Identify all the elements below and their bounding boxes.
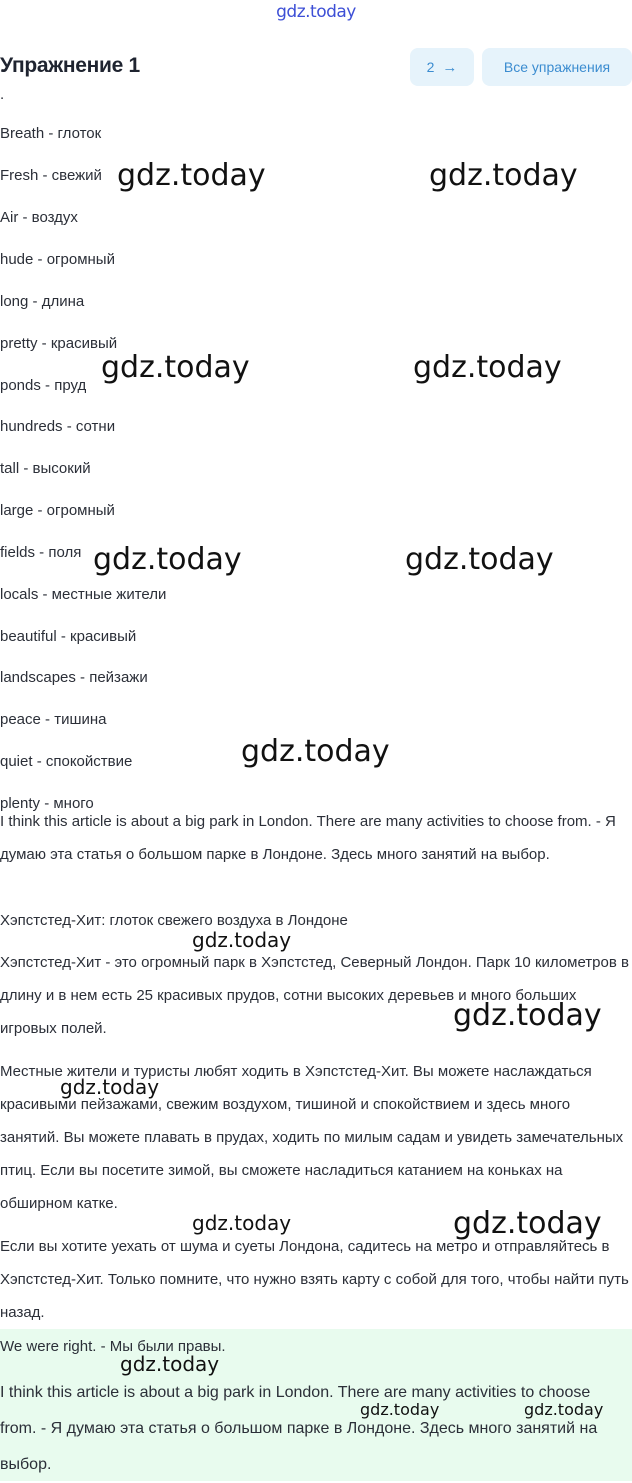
- text-heading: Хэпстстед-Хит: глоток свежего воздуха в Лондоне: [0, 912, 348, 929]
- vocab-item: plenty - много: [0, 795, 94, 812]
- site-logo[interactable]: gdz.today: [276, 2, 356, 22]
- watermark: gdz.today: [453, 1206, 602, 1241]
- vocab-item: hundreds - сотни: [0, 418, 116, 435]
- vocab-item: long - длина: [0, 293, 85, 310]
- watermark: gdz.today: [101, 350, 250, 385]
- vocab-item: Fresh - свежий: [0, 167, 102, 184]
- vocab-item: Air - воздух: [0, 209, 78, 226]
- vocabulary-list: [0, 86, 632, 812]
- vocab-item: landscapes - пейзажи: [0, 669, 148, 686]
- vocab-item: locals - местные жители: [0, 586, 167, 603]
- watermark: gdz.today: [413, 350, 562, 385]
- page-title: Упражнение 1: [0, 54, 140, 77]
- vocab-item: ponds - пруд: [0, 377, 87, 394]
- watermark: gdz.today: [405, 542, 554, 577]
- watermark: gdz.today: [429, 158, 578, 193]
- watermark: gdz.today: [360, 1400, 440, 1419]
- next-exercise-button[interactable]: [410, 48, 474, 86]
- next-exercise-label: 2: [426, 59, 435, 75]
- watermark: gdz.today: [117, 158, 266, 193]
- vocab-item: Breath - глоток: [0, 125, 102, 142]
- watermark: gdz.today: [60, 1075, 160, 1099]
- vocab-item: fields - поля: [0, 544, 82, 561]
- text-paragraph: Местные жители и туристы любят ходить в Хэпстстед-Хит. Вы можете наслаждаться красивыми пейзажами, свежим воздухом, тишиной и спокойствием и здесь много занятий. Вы можете плавать в прудах, ходить по милым садам и увидеть замечательных птиц. Если вы посетите зимой, вы сможете насладиться катанием на коньках на обширном катке.: [0, 1063, 624, 1212]
- vocab-item: quiet - спокойствие: [0, 753, 133, 770]
- text-paragraph: Хэпстстед-Хит - это огромный парк в Хэпстстед, Северный Лондон. Парк 10 километров в длину и в нем есть 25 красивых прудов, сотни высоких деревьев и много больших игровых полей.: [0, 954, 629, 1037]
- watermark: gdz.today: [524, 1400, 604, 1419]
- text-paragraph: I think this article is about a big park in London. There are many activities to choose from. - Я думаю эта статья о большом парке в Лондоне. Здесь много занятий на выбор.: [0, 813, 616, 863]
- watermark: gdz.today: [453, 998, 602, 1033]
- answer-title: We were right. - Мы были правы.: [0, 1338, 226, 1355]
- answer-text: I think this article is about a big park in London. There are many activities to choose from. - Я думаю эта статья о большом парке в Лондоне. Здесь много занятий на выбор.: [0, 1384, 598, 1473]
- exercise-header: [0, 48, 632, 88]
- answer-block: [0, 1329, 632, 1481]
- vocab-item: tall - высокий: [0, 460, 91, 477]
- vocab-item: beautiful - красивый: [0, 628, 137, 645]
- watermark: gdz.today: [93, 542, 242, 577]
- vocab-item: large - огромный: [0, 502, 115, 519]
- watermark: gdz.today: [241, 734, 390, 769]
- watermark: gdz.today: [120, 1352, 220, 1376]
- vocab-item: pretty - красивый: [0, 335, 118, 352]
- clipped-text-fragment: .: [0, 86, 5, 103]
- watermark: gdz.today: [192, 928, 292, 952]
- all-exercises-button[interactable]: Все упражнения: [482, 48, 632, 86]
- watermark: gdz.today: [192, 1211, 292, 1235]
- text-paragraph: Если вы хотите уехать от шума и суеты Лондона, садитесь на метро и отправляйтесь в Хэпстстед-Хит. Только помните, что нужно взять карту с собой для того, чтобы найти путь назад.: [0, 1238, 629, 1321]
- vocab-item: peace - тишина: [0, 711, 107, 728]
- vocab-item: hude - огромный: [0, 251, 115, 268]
- arrow-right-icon: →: [442, 58, 458, 76]
